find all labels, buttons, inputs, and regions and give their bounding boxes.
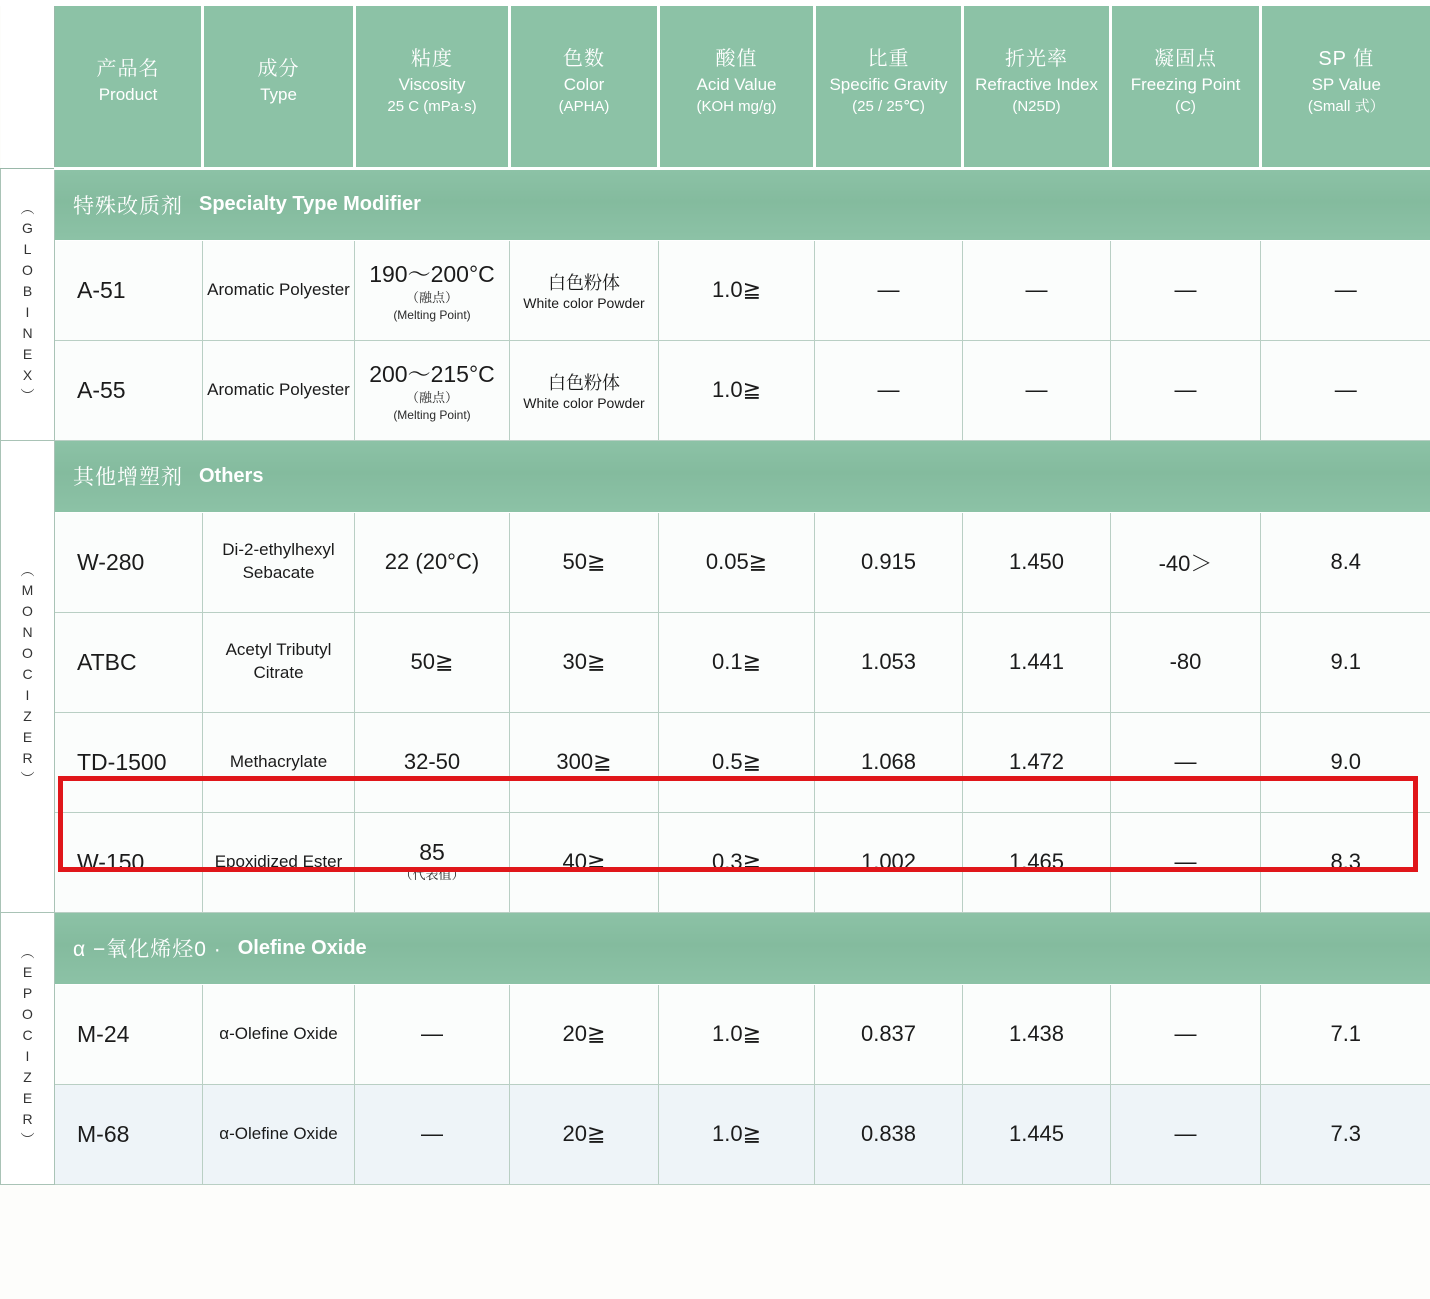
table-header	[1, 0, 1430, 168]
side-label-globinex	[1, 168, 55, 440]
cell-sp-value: 7.3	[1261, 1084, 1430, 1184]
header-col-color-sub: (APHA)	[558, 97, 610, 115]
header-col-refractive-sub: (N25D)	[1012, 97, 1061, 115]
header-col-product	[55, 0, 203, 168]
header-col-acid-value	[659, 0, 815, 168]
cell-sp-value: 9.1	[1261, 612, 1430, 712]
cell-type: Di-2-ethylhexyl Sebacate	[203, 512, 355, 612]
header-col-gravity-en: Specific Gravity	[829, 74, 948, 94]
cell-acid-value: 1.0≧	[659, 240, 815, 340]
header-col-gravity-cn: 比重	[867, 47, 910, 70]
cell-type: Aromatic Polyester	[203, 240, 355, 340]
cell-specific-gravity: 1.068	[815, 712, 963, 812]
cell-viscosity-sub: （融点）	[405, 390, 458, 405]
header-col-gravity-sub: (25 / 25℃)	[852, 97, 925, 115]
cell-freezing-point: —	[1111, 340, 1261, 440]
cell-type: α-Olefine Oxide	[203, 984, 355, 1084]
cell-color: 300≧	[510, 712, 659, 812]
header-col-viscosity-en: Viscosity	[398, 74, 466, 94]
cell-freezing-point: -40＞	[1111, 512, 1261, 612]
header-col-refractive-cn: 折光率	[1005, 47, 1068, 70]
side-label-monocizer	[1, 440, 55, 912]
header-col-sp-cn: SP 值	[1318, 47, 1375, 70]
cell-refractive-index: 1.472	[963, 712, 1111, 812]
header-col-type-cn: 成分	[257, 57, 300, 80]
band-others-cn: 其他增塑剂	[73, 466, 183, 489]
cell-type: Acetyl Tributyl Citrate	[203, 612, 355, 712]
cell-product: W-280	[55, 512, 203, 612]
header-col-product-en: Product	[98, 84, 158, 104]
table-body	[1, 168, 1430, 1184]
header-col-refractive-en: Refractive Index	[975, 74, 1098, 94]
cell-specific-gravity: 1.053	[815, 612, 963, 712]
table-row	[1, 1084, 1430, 1184]
cell-refractive-index: 1.438	[963, 984, 1111, 1084]
side-label-epocizer	[1, 912, 55, 1184]
table-row	[1, 612, 1430, 712]
cell-refractive-index: —	[963, 340, 1111, 440]
cell-viscosity-sub: （代表值）	[399, 867, 465, 883]
cell-freezing-point: —	[1111, 712, 1261, 812]
header-col-specific-gravity	[815, 0, 963, 168]
band-olefine-cn: α −氧化烯烃0 ·	[73, 938, 222, 961]
header-col-product-cn: 产品名	[96, 57, 160, 80]
side-label-epocizer-text: （EPOCIZER）	[19, 945, 36, 1151]
band-specialty-cn: 特殊改质剂	[73, 194, 183, 218]
cell-freezing-point: —	[1111, 984, 1261, 1084]
header-col-color	[510, 0, 659, 168]
cell-refractive-index: 1.441	[963, 612, 1111, 712]
cell-type: Methacrylate	[203, 712, 355, 812]
cell-viscosity-sub2: (Melting Point)	[393, 308, 471, 323]
cell-color-sub: White color Powder	[523, 295, 645, 311]
group-band-row	[1, 912, 1430, 984]
cell-specific-gravity: —	[815, 340, 963, 440]
cell-acid-value: 1.0≧	[659, 984, 815, 1084]
cell-freezing-point: -80	[1111, 612, 1261, 712]
cell-freezing-point: —	[1111, 240, 1261, 340]
cell-viscosity: 32-50	[355, 712, 510, 812]
band-others-en: Others	[199, 464, 264, 487]
cell-type: Aromatic Polyester	[203, 340, 355, 440]
cell-acid-value: 0.1≧	[659, 612, 815, 712]
cell-viscosity: —	[355, 1084, 510, 1184]
cell-product: ATBC	[55, 612, 203, 712]
cell-product: W-150	[55, 812, 203, 912]
table-row	[1, 240, 1430, 340]
cell-color	[510, 240, 659, 340]
header-col-freezing-en: Freezing Point	[1130, 74, 1241, 94]
cell-specific-gravity: 1.002	[815, 812, 963, 912]
header-col-viscosity	[355, 0, 510, 168]
cell-refractive-index: —	[963, 240, 1111, 340]
cell-product: A-55	[55, 340, 203, 440]
band-specialty-type-modifier	[55, 168, 1430, 240]
cell-viscosity-sub2: (Melting Point)	[393, 408, 471, 423]
cell-sp-value: 7.1	[1261, 984, 1430, 1084]
cell-type: Epoxidized Ester	[203, 812, 355, 912]
cell-viscosity: —	[355, 984, 510, 1084]
cell-specific-gravity: 0.915	[815, 512, 963, 612]
cell-sp-value: —	[1261, 340, 1430, 440]
table-row-highlighted	[1, 712, 1430, 812]
band-olefine-oxide	[55, 912, 1430, 984]
band-others	[55, 440, 1430, 512]
page-top-edge	[0, 0, 1430, 6]
cell-product: TD-1500	[55, 712, 203, 812]
cell-color: 20≧	[510, 1084, 659, 1184]
header-col-freezing-cn: 凝固点	[1154, 47, 1217, 70]
header-col-color-en: Color	[563, 74, 605, 94]
cell-viscosity: 50≧	[355, 612, 510, 712]
cell-acid-value: 1.0≧	[659, 340, 815, 440]
cell-color	[510, 340, 659, 440]
header-corner-spacer	[1, 0, 55, 168]
header-col-freezing-point	[1111, 0, 1261, 168]
header-col-sp-en: SP Value	[1311, 74, 1381, 94]
cell-sp-value: —	[1261, 240, 1430, 340]
cell-product: M-68	[55, 1084, 203, 1184]
cell-specific-gravity: —	[815, 240, 963, 340]
cell-specific-gravity: 0.838	[815, 1084, 963, 1184]
header-col-acid-cn: 酸值	[715, 47, 758, 70]
table-row	[1, 984, 1430, 1084]
cell-type: α-Olefine Oxide	[203, 1084, 355, 1184]
header-col-viscosity-sub: 25 C (mPa·s)	[387, 97, 477, 115]
table-row	[1, 812, 1430, 912]
header-col-sp-value	[1261, 0, 1430, 168]
band-olefine-en: Olefine Oxide	[237, 936, 367, 959]
cell-sp-value: 9.0	[1261, 712, 1430, 812]
cell-color: 30≧	[510, 612, 659, 712]
cell-acid-value: 1.0≧	[659, 1084, 815, 1184]
header-col-type	[203, 0, 355, 168]
header-col-refractive-index	[963, 0, 1111, 168]
cell-viscosity: 22 (20°C)	[355, 512, 510, 612]
cell-color-main: 白色粉体	[548, 273, 620, 293]
cell-sp-value: 8.4	[1261, 512, 1430, 612]
group-band-row	[1, 168, 1430, 240]
cell-refractive-index: 1.465	[963, 812, 1111, 912]
side-label-monocizer-text: （MONOCIZER）	[19, 562, 36, 790]
cell-product: M-24	[55, 984, 203, 1084]
cell-color: 40≧	[510, 812, 659, 912]
side-label-globinex-text: （GLOBINEX）	[19, 201, 36, 407]
header-col-color-cn: 色数	[563, 47, 605, 70]
cell-refractive-index: 1.445	[963, 1084, 1111, 1184]
header-col-sp-sub: (Small 式）	[1307, 97, 1385, 115]
cell-color: 20≧	[510, 984, 659, 1084]
cell-color-sub: White color Powder	[523, 395, 645, 411]
cell-refractive-index: 1.450	[963, 512, 1111, 612]
cell-viscosity-main: 85	[419, 839, 445, 866]
cell-color: 50≧	[510, 512, 659, 612]
header-col-acid-sub: (KOH mg/g)	[696, 97, 777, 115]
cell-viscosity	[355, 812, 510, 912]
cell-viscosity	[355, 240, 510, 340]
band-specialty-en: Specialty Type Modifier	[199, 193, 421, 215]
cell-acid-value: 0.05≧	[659, 512, 815, 612]
header-col-freezing-sub: (C)	[1175, 97, 1196, 115]
header-col-type-en: Type	[260, 84, 297, 104]
cell-color-main: 白色粉体	[548, 373, 620, 393]
cell-sp-value: 8.3	[1261, 812, 1430, 912]
cell-acid-value: 0.3≧	[659, 812, 815, 912]
header-col-viscosity-cn: 粘度	[411, 47, 453, 70]
cell-viscosity	[355, 340, 510, 440]
cell-acid-value: 0.5≧	[659, 712, 815, 812]
group-band-row	[1, 440, 1430, 512]
table-row	[1, 340, 1430, 440]
cell-freezing-point: —	[1111, 812, 1261, 912]
cell-viscosity-main: 190〜200°C	[369, 261, 495, 287]
cell-viscosity-sub: （融点）	[405, 290, 458, 305]
header-col-acid-en: Acid Value	[696, 74, 777, 94]
cell-freezing-point: —	[1111, 1084, 1261, 1184]
table-row	[1, 512, 1430, 612]
cell-viscosity-main: 200〜215°C	[369, 361, 495, 387]
cell-product: A-51	[55, 240, 203, 340]
cell-specific-gravity: 0.837	[815, 984, 963, 1084]
